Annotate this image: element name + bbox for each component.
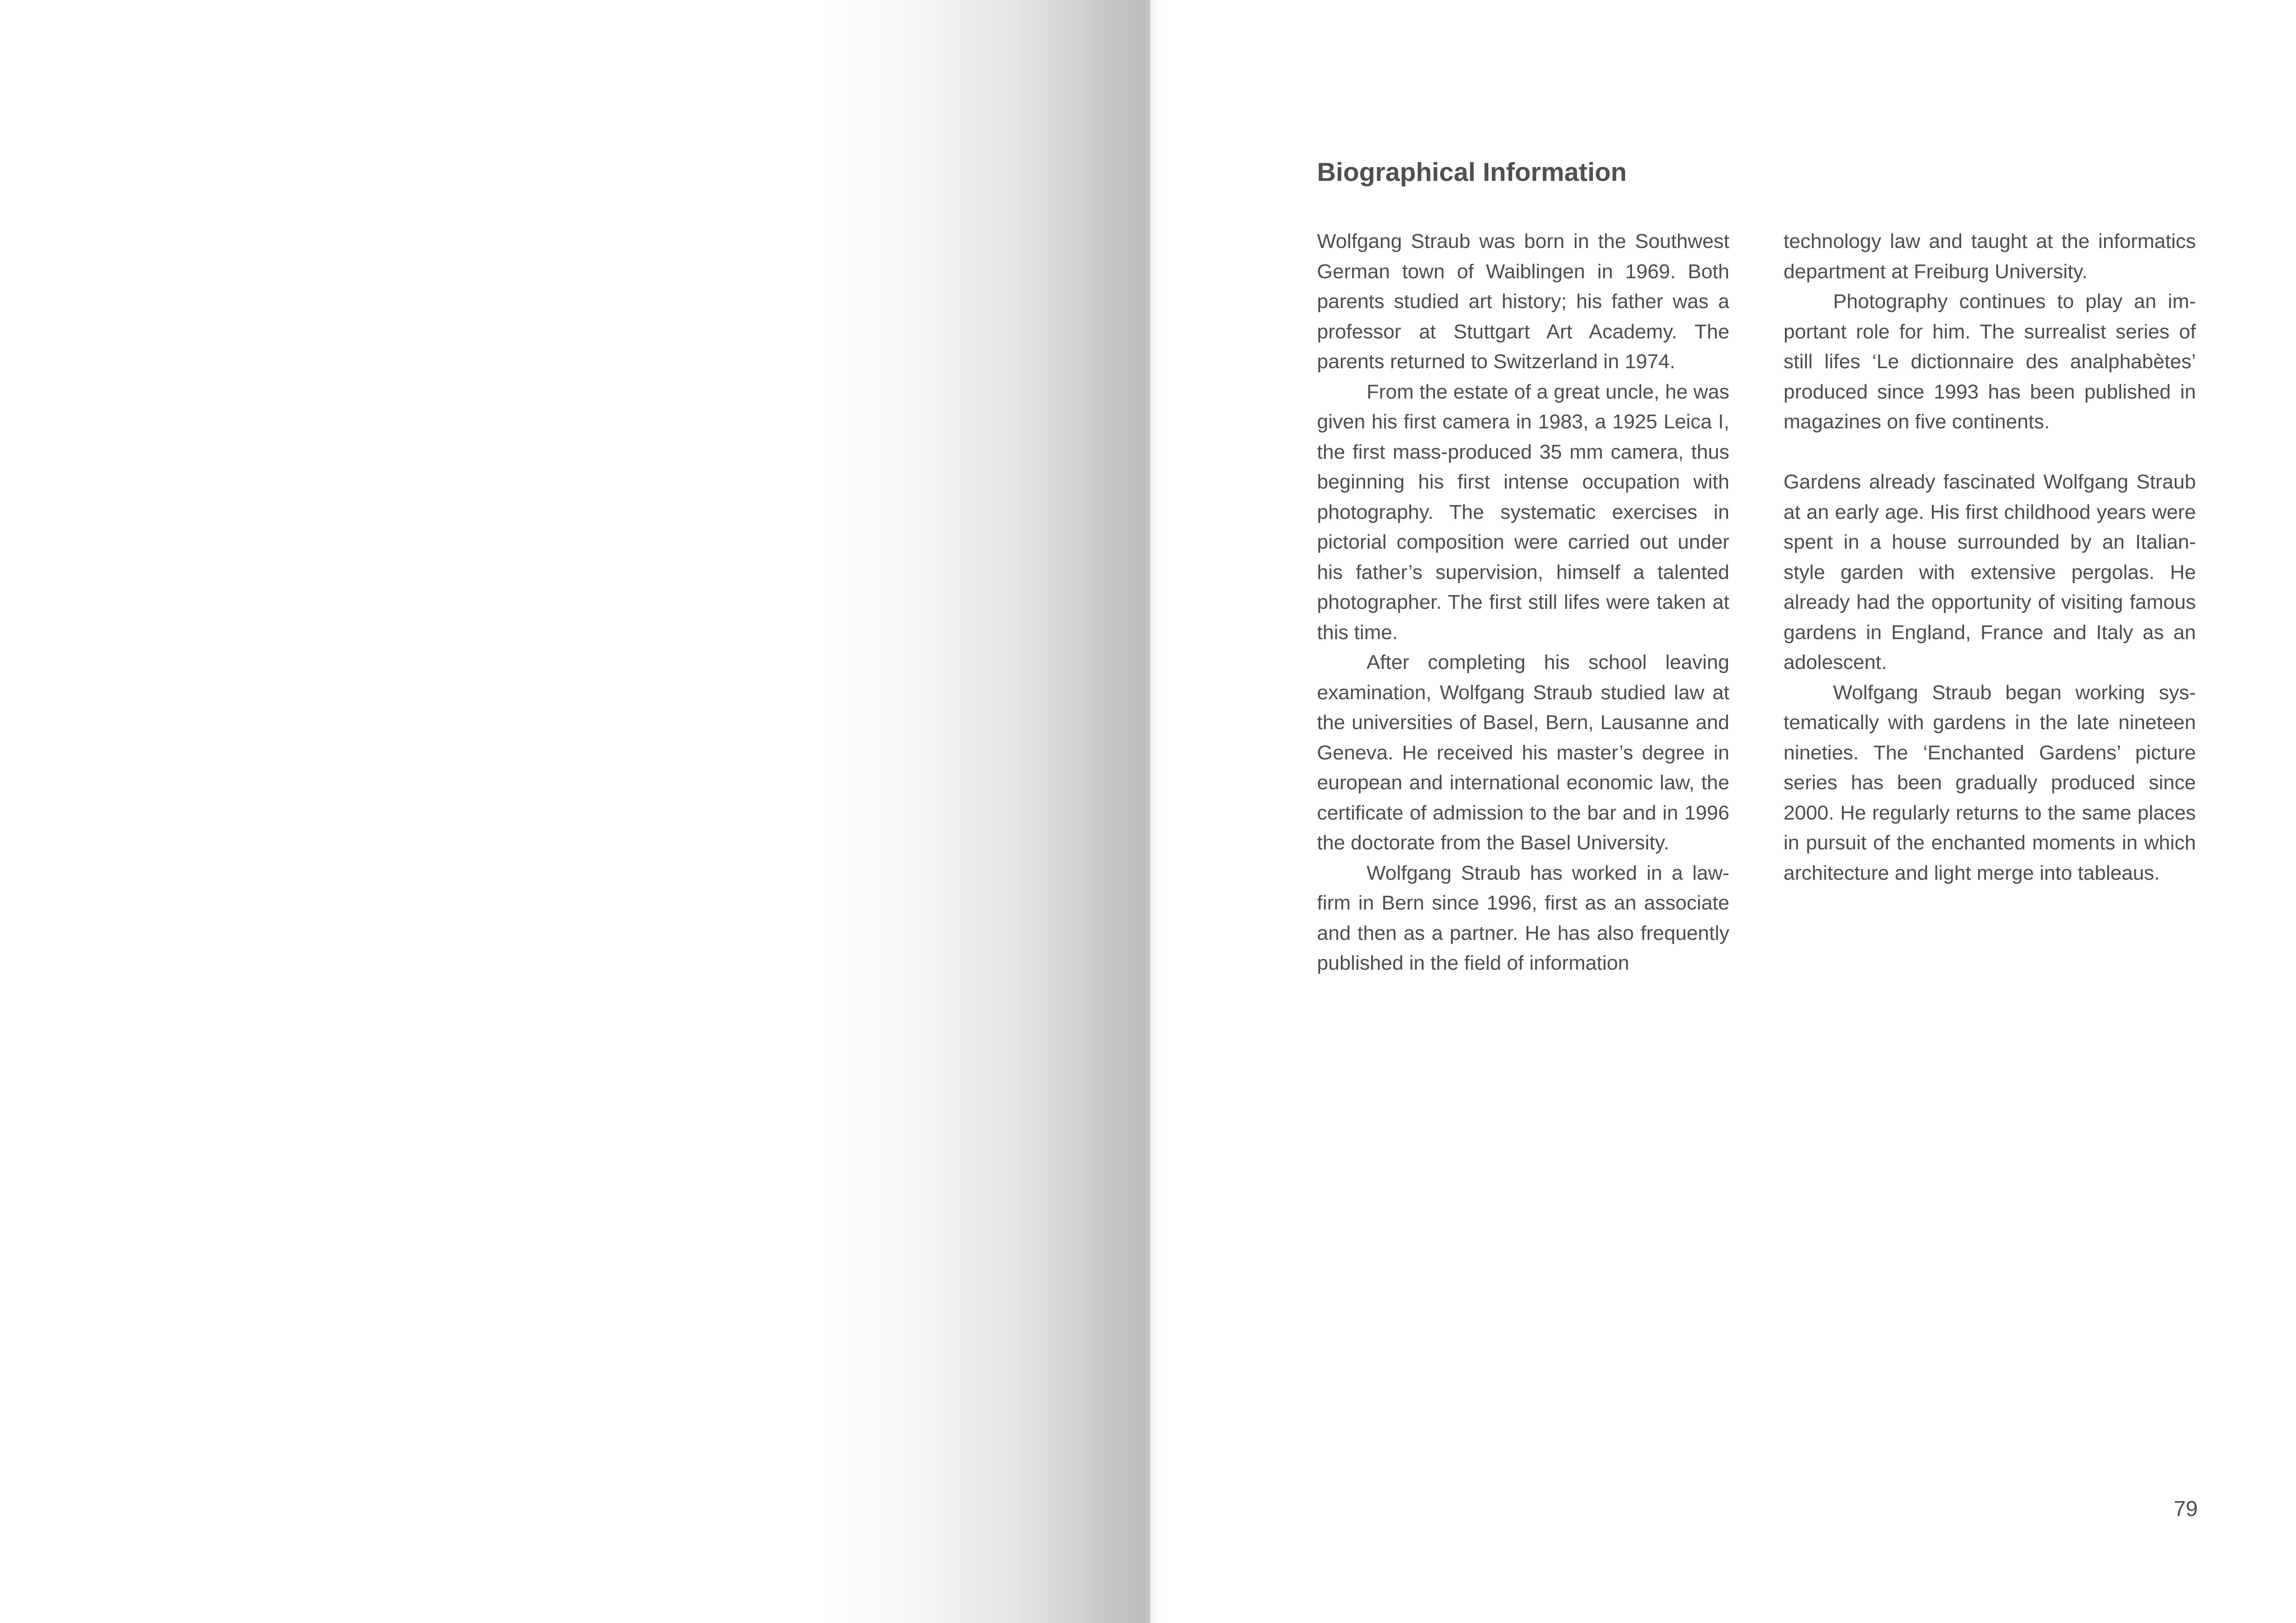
paragraph: technology law and taught at the informatics department at Freiburg University. [1784, 230, 2196, 283]
text-column-left [1317, 226, 1729, 978]
paragraph: Photography continues to play an important role for him. The surrealist series of still lifes ‘Le dictionnaire des analphabètes’ produced since 1993 has been published in magazines on five continents. [1784, 290, 2196, 433]
section-heading: Biographical Information [1317, 157, 1627, 187]
paragraph: Gardens already fascinated Wolfgang Straub at an early age. His first childhood years were spent in a house surrounded by an Italian-style garden with extensive pergolas. He already had the opportunity of visiting famous gardens in England, France and Italy as an adolescent. [1784, 471, 2196, 674]
page-number: 79 [2173, 1496, 2198, 1521]
paragraph: Wolfgang Straub began working systematically with gardens in the late nineteen nineties. The ‘Enchanted Gardens’ picture series has been gradually produced since 2000. He regularly returns to the same places in pursuit of the enchanted moments in which architecture and light merge into tableaus. [1784, 681, 2196, 884]
paragraph: Wolfgang Straub was born in the Southwest German town of Waiblingen in 1969. Both parents studied art history; his father was a professor at Stuttgart Art Academy. The parents returned to Switzerland in 1974. [1317, 230, 1729, 373]
paragraph: After completing his school leaving examination, Wolfgang Straub studied law at the universities of Basel, Bern, Lausanne and Geneva. He received his master’s degree in european and international economic law, the certificate of admission to the bar and in 1996 the doctorate from the Basel University. [1317, 651, 1729, 854]
text-column-right [1784, 226, 2196, 888]
paragraph: From the estate of a great uncle, he was given his first camera in 1983, a 1925 Leica I, the first mass-produced 35 mm camera, thus beginning his first intense occupation with photography. The systematic exercises in pictorial composition were carried out under his father’s supervision, himself a talented photographer. The first still lifes were taken at this time. [1317, 380, 1729, 644]
paragraph: Wolfgang Straub has worked in a lawfirm in Bern since 1996, first as an associate and then as a partner. He has also frequently published in the field of information [1317, 861, 1729, 974]
